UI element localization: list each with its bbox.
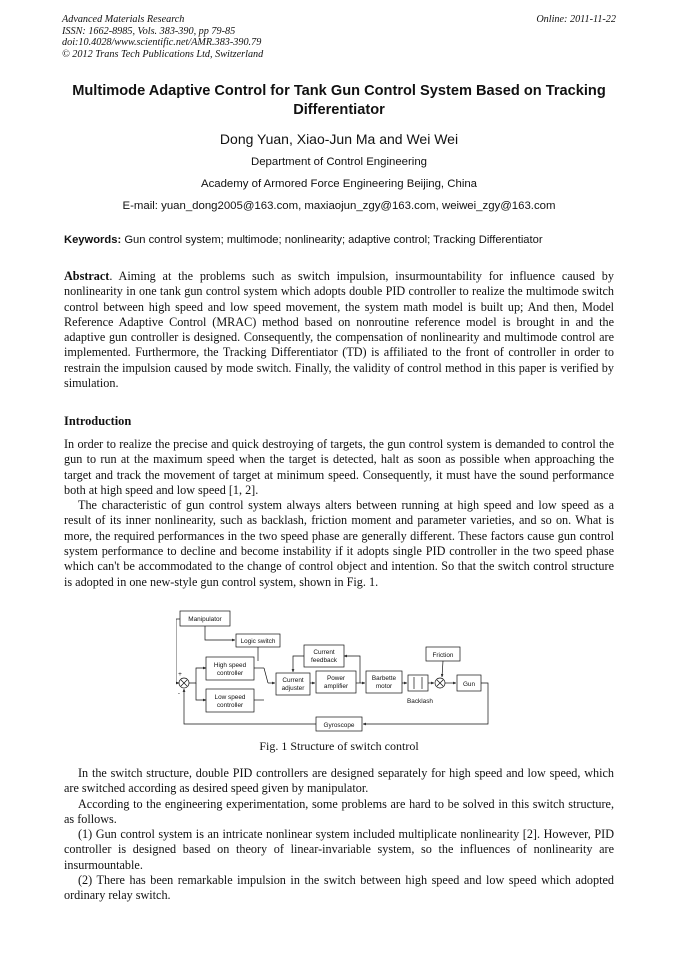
label-low-speed: Low speed xyxy=(214,694,246,701)
abstract xyxy=(64,269,614,391)
label-friction: Friction xyxy=(432,652,454,659)
issn-line: ISSN: 1662-8985, Vols. 383-390, pp 79-85 xyxy=(62,25,236,37)
intro-paragraph: In order to realize the precise and quick destroying of targets, the gun control system is demanded to control the gun to run at the maximum speed when the target is detected, halt as soon as possible when approaching the target and track the movement of target at minimum speed. Consequently, it must have the sound performance both at high speed and low speed [1, 2]. xyxy=(64,437,614,497)
label-minus: - xyxy=(177,690,181,697)
abstract-label: Abstract xyxy=(64,269,110,283)
intro-paragraphs-1 xyxy=(64,437,614,590)
keywords-label: Keywords: xyxy=(64,234,122,246)
abstract-text: . Aiming at the problems such as switch impulsion, insurmountability for influence caused by nonlinearity in one tank gun control system which adopts double PID controller to realize the multimode switch control between high speed and low speed movement, the system math model is built up; And then, Model Reference Adaptive Control (MRAC) method based on nonroutine reference model is brought in and the adaptive gun controller is designed. Consequently, the compensation of nonlinearity and multimode control are implemented. Furthermore, the Tracking Differentiator (TD) is affiliated to the front of controller in order to restrain the impulsion caused by mode switch. Finally, the validity of control method in this paper is verified by simulation. xyxy=(64,269,614,391)
intro-paragraphs-2 xyxy=(64,766,614,904)
label-gun: Gun xyxy=(462,681,476,688)
intro-paragraph: The characteristic of gun control system always alters between running at high speed and low speed as a result of its inner nonlinearity, such as backlash, friction moment and parameter varieties, and so on. What is more, the required performances in the two speed phase are generally different. These factors cause gun control system performance to decline and become instability if it adopts single PID controller in the two speed phase which can't be accommodated to the change of control object and intention. So that the switch control structure is adopted in one new-style gun control system, shown in Fig. 1. xyxy=(64,498,614,589)
label-barbette-motor-2: motor xyxy=(375,683,393,690)
journal-header xyxy=(62,14,263,60)
label-plus: + xyxy=(178,671,182,678)
label-current-feedback-1: Current xyxy=(313,649,335,656)
intro-paragraph: (1) Gun control system is an intricate nonlinear system included multiplicate nonlinearity [2]. However, PID controller is designed based on theory of linear-invariable system, so the influences of nonlinearity are insurmountable. xyxy=(64,827,614,872)
paper-title: Multimode Adaptive Control for Tank Gun Control System Based on Tracking Differentiator xyxy=(72,83,606,118)
label-current-adjuster-1: Current xyxy=(282,677,304,684)
figure-caption: Fig. 1 Structure of switch control xyxy=(259,739,419,753)
keywords-text: Gun control system; multimode; nonlinearity; adaptive control; Tracking Differentiator xyxy=(124,234,543,246)
label-low-speed-controller: controller xyxy=(216,702,244,709)
label-high-speed: High speed xyxy=(213,662,247,669)
online-date: Online: 2011-11-22 xyxy=(536,14,616,25)
intro-paragraph: (2) There has been remarkable impulsion in the switch between high speed and low speed which adopted ordinary relay switch. xyxy=(64,873,614,903)
copyright-line: © 2012 Trans Tech Publications Ltd, Switzerland xyxy=(62,48,264,60)
intro-paragraph: In the switch structure, double PID controllers are designed separately for high speed and low speed, which are switched according as desired speed given by manipulator. xyxy=(64,766,614,796)
label-gyroscope: Gyroscope xyxy=(323,722,355,729)
label-logic-switch: Logic switch xyxy=(240,638,276,645)
section-heading-introduction: Introduction xyxy=(64,414,132,428)
label-high-speed-controller: controller xyxy=(216,670,244,677)
affiliation-academy: Academy of Armored Force Engineering Beijing, China xyxy=(200,178,478,190)
keywords xyxy=(64,234,620,246)
label-power-amplifier-1: Power xyxy=(326,675,346,682)
label-current-adjuster-2: adjuster xyxy=(281,685,305,692)
journal-name: Advanced Materials Research xyxy=(62,14,185,25)
label-backlash: Backlash xyxy=(407,698,433,705)
affiliation-dept: Department of Control Engineering xyxy=(250,156,428,168)
label-current-feedback-2: feedback xyxy=(311,657,337,664)
label-barbette-motor-1: Barbette xyxy=(371,675,397,682)
doi-line: doi:10.4028/www.scientific.net/AMR.383-390.79 xyxy=(62,37,262,49)
label-manipulator: Manipulator xyxy=(188,616,222,623)
backlash-block xyxy=(408,675,428,691)
author-list: Dong Yuan, Xiao-Jun Ma and Wei Wei xyxy=(219,131,459,147)
label-power-amplifier-2: amplifier xyxy=(323,683,349,690)
intro-paragraph: According to the engineering experimentation, some problems are hard to be solved in this switch structure, as follows. xyxy=(64,796,614,826)
author-emails: E-mail: yuan_dong2005@163.com, maxiaojun_zgy@163.com, weiwei_zgy@163.com xyxy=(122,200,556,212)
switch-control-diagram xyxy=(176,609,496,739)
